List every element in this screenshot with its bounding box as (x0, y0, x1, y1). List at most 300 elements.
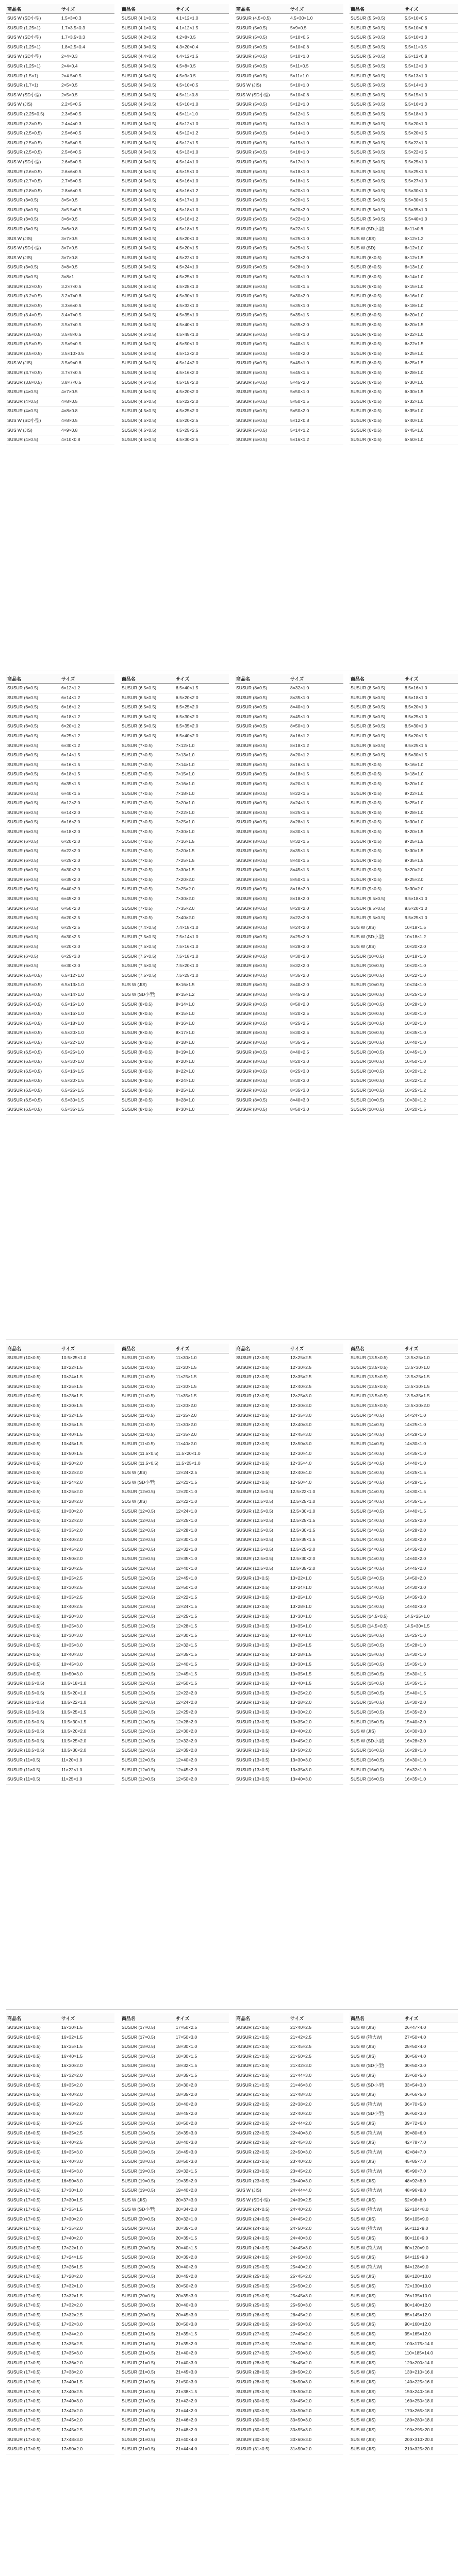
product-name-cell: SUSUR (20×0.5) (121, 2253, 175, 2263)
table-row (350, 942, 458, 952)
product-name-cell: SUSUR (18×0.5) (121, 2061, 175, 2071)
table-row (6, 923, 114, 933)
table-row (6, 1621, 114, 1631)
table-row (6, 2176, 114, 2186)
size-cell: 24×50×2.0 (289, 2224, 343, 2234)
table-row (235, 1449, 343, 1459)
header-product-name: 商品名 (235, 674, 289, 684)
table-row (6, 961, 114, 971)
size-cell: 12×25×2.5 (289, 1353, 343, 1363)
size-cell: 6.5×30×1.5 (60, 1095, 114, 1105)
table-row (6, 2406, 114, 2416)
table-row (235, 205, 343, 215)
catalog-page (6, 1344, 458, 2005)
size-cell: 15×40×2.0 (404, 1717, 458, 1727)
product-name-cell: SUSUR (2.7×0.5) (6, 177, 60, 187)
size-cell: 8×35×3.0 (289, 1086, 343, 1095)
size-cell: 16×32×2.0 (60, 2071, 114, 2080)
table-row (121, 205, 229, 215)
size-cell: 16×50×3.0 (60, 2176, 114, 2186)
size-cell: 9×20×2.0 (404, 866, 458, 875)
table-row (121, 138, 229, 148)
product-name-cell: SUSUR (4.5×0.5) (121, 311, 175, 320)
size-cell: 4.5×35×1.0 (175, 311, 229, 320)
product-name-cell: SUSUR (10×0.5) (6, 1545, 60, 1554)
table-row (350, 722, 458, 732)
size-cell: 12.5×25×1.0 (289, 1497, 343, 1506)
product-name-cell: SUSUR (4.5×0.5) (121, 148, 175, 158)
product-name-cell: SUSUR (8×0.5) (235, 770, 289, 779)
product-name-cell: SUSUR (13×0.5) (235, 1727, 289, 1737)
size-cell: 13×35×1.0 (289, 1621, 343, 1631)
product-name-cell: SUSUR (12×0.5) (121, 1727, 175, 1737)
product-name-cell: SUSUR (7.5×0.5) (121, 933, 175, 942)
product-name-cell: SUSUR (14×0.5) (350, 1497, 404, 1506)
size-cell: 5.5×15×1.0 (404, 90, 458, 100)
size-cell: 25×40×2.0 (289, 2262, 343, 2272)
catalog-page (6, 674, 458, 1335)
table-row (121, 1057, 229, 1067)
product-name-cell: SUS W (JIS) (350, 2214, 404, 2224)
size-cell: 12×21×1.5 (175, 1478, 229, 1487)
product-name-cell: SUSUR (6×0.5) (350, 349, 404, 359)
size-cell: 6×12×1.2 (60, 684, 114, 693)
table-row (235, 1526, 343, 1535)
table-row (350, 2166, 458, 2176)
size-cell: 42×84×7.0 (404, 2147, 458, 2157)
table-row (121, 760, 229, 770)
size-cell: 11×25×1.5 (175, 1372, 229, 1382)
product-name-cell: SUS W (JIS) (350, 2282, 404, 2292)
table-row (350, 2052, 458, 2061)
product-name-cell: SUSUR (4.5×0.5) (121, 435, 175, 445)
size-cell: 6.5×20×1.5 (60, 1076, 114, 1086)
product-name-cell: SUSUR (2.8×0.5) (6, 186, 60, 196)
product-name-cell: SUSUR (5×0.5) (235, 368, 289, 378)
product-name-cell: SUSUR (5×0.5) (235, 426, 289, 435)
header-product-name: 商品名 (121, 1344, 175, 1353)
size-cell: 8×30×3.0 (289, 1076, 343, 1086)
table-row (6, 1698, 114, 1708)
size-cell: 11×22×1.0 (60, 1765, 114, 1775)
table-row (235, 961, 343, 971)
product-name-cell: SUSUR (9×0.5) (350, 779, 404, 789)
size-cell: 5×14×1.2 (289, 426, 343, 435)
table-row (121, 779, 229, 789)
product-name-cell: SUSUR (12×0.5) (121, 1573, 175, 1583)
product-name-cell: SUSUR (7×0.5) (121, 779, 175, 789)
table-row (350, 1019, 458, 1028)
product-name-cell: SUSUR (18×0.5) (121, 2157, 175, 2167)
size-cell: 17×50×2.0 (60, 2445, 114, 2454)
size-cell: 6.5×30×1.0 (60, 1057, 114, 1067)
product-name-cell: SUSUR (16×0.5) (6, 2090, 60, 2100)
table-row (121, 770, 229, 779)
size-cell: 16×50×2.0 (60, 2109, 114, 2119)
size-cell: 12×35×4.0 (289, 1459, 343, 1468)
product-name-cell: SUSUR (5×0.5) (235, 225, 289, 234)
product-name-cell: SUSUR (15×0.5) (350, 1679, 404, 1689)
size-cell: 5.5×25×1.0 (404, 157, 458, 167)
product-name-cell: SUSUR (5.5×0.5) (350, 42, 404, 52)
product-name-cell: SUSUR (5×0.5) (235, 292, 289, 301)
table-row (235, 301, 343, 311)
size-cell: 8×35×2.0 (289, 971, 343, 980)
size-cell: 16×40×3.0 (60, 2157, 114, 2167)
product-name-cell: SUSUR (17×0.5) (121, 2023, 175, 2033)
product-name-cell: SUSUR (17×0.5) (6, 2186, 60, 2196)
product-name-cell: SUSUR (12.5×0.5) (235, 1564, 289, 1574)
size-cell: 15×30×2.0 (404, 1698, 458, 1708)
product-name-cell: SUSUR (10×0.5) (6, 1478, 60, 1487)
size-cell: 21×50×2.5 (289, 2052, 343, 2061)
product-name-cell: SUSUR (4×0.5) (6, 435, 60, 445)
size-cell: 8×30×2.0 (289, 952, 343, 961)
product-table (121, 2013, 229, 2454)
product-name-cell: SUSUR (13×0.5) (235, 1592, 289, 1602)
size-cell: 23×40×3.0 (289, 2176, 343, 2186)
size-cell: 13×28×1.0 (289, 1602, 343, 1612)
table-row (235, 90, 343, 100)
size-cell: 9×20×1.5 (404, 827, 458, 837)
table-row (121, 234, 229, 244)
product-name-cell: SUSUR (18×0.5) (121, 2147, 175, 2157)
size-cell: 23×40×2.0 (289, 2157, 343, 2167)
product-name-cell: SUSUR (8×0.5) (235, 961, 289, 971)
product-name-cell: SUSUR (10×0.5) (6, 1573, 60, 1583)
table-row (6, 2425, 114, 2435)
product-name-cell: SUSUR (25×0.5) (235, 2301, 289, 2311)
size-cell: 13×30×2.0 (289, 1707, 343, 1717)
product-name-cell: SUSUR (10×0.5) (6, 1535, 60, 1545)
product-name-cell: SUSUR (21×0.5) (121, 2406, 175, 2416)
product-name-cell: SUSUR (13×0.5) (235, 1775, 289, 1785)
table-row (350, 1640, 458, 1650)
table-row (235, 2387, 343, 2397)
table-row (6, 1775, 114, 1785)
product-name-cell: SUSUR (25×0.5) (235, 2272, 289, 2282)
table-row (235, 42, 343, 52)
product-name-cell: SUSUR (4.5×0.5) (121, 330, 175, 340)
product-name-cell: SUS W (JIS) (350, 2234, 404, 2244)
table-row (121, 2368, 229, 2378)
table-row (6, 2119, 114, 2128)
size-cell: 3.5×9×0.8 (60, 359, 114, 368)
size-cell: 8×25×1.0 (175, 1086, 229, 1095)
table-row (350, 2243, 458, 2253)
table-row (121, 846, 229, 856)
table-row (235, 2330, 343, 2340)
product-name-cell: SUSUR (8×0.5) (235, 703, 289, 713)
product-name-cell: SUSUR (9.5×0.5) (350, 894, 404, 904)
product-name-cell: SUSUR (8.5×0.5) (350, 684, 404, 693)
product-name-cell: SUSUR (6×0.5) (350, 330, 404, 340)
product-name-cell: SUSUR (8×0.5) (235, 1086, 289, 1095)
product-name-cell: SUSUR (6×0.5) (6, 885, 60, 894)
size-cell: 5×30×1.0 (289, 273, 343, 282)
size-cell: 6.5×16×1.0 (60, 1009, 114, 1019)
table-row (235, 1736, 343, 1746)
product-name-cell: SUSUR (5×0.5) (235, 311, 289, 320)
product-name-cell: SUS W (特大W) (350, 2099, 404, 2109)
table-row (235, 2320, 343, 2330)
table-row (235, 2224, 343, 2234)
size-cell: 6.5×22×1.0 (60, 1038, 114, 1047)
product-name-cell: SUSUR (19×0.5) (121, 2186, 175, 2196)
size-cell: 14×40×2.0 (404, 1554, 458, 1564)
product-name-cell: SUS W (特大W) (350, 2243, 404, 2253)
table-row (350, 1459, 458, 1468)
table-row (121, 1573, 229, 1583)
table-row (235, 215, 343, 225)
table-row (121, 1545, 229, 1554)
product-name-cell: SUSUR (10×0.5) (6, 1592, 60, 1602)
product-name-cell: SUSUR (6×0.5) (6, 789, 60, 799)
table-row (6, 1105, 114, 1115)
product-name-cell: SUSUR (18×0.5) (121, 2138, 175, 2148)
size-cell: 10×25×3.0 (60, 1621, 114, 1631)
table-row (235, 837, 343, 846)
size-cell: 6×22×1.5 (404, 340, 458, 349)
size-cell: 8.5×20×1.5 (404, 731, 458, 741)
table-row (235, 2243, 343, 2253)
table-row (350, 1669, 458, 1679)
product-name-cell: SUS W (特大W) (350, 2186, 404, 2196)
size-cell: 13×40×2.0 (289, 1727, 343, 1737)
product-name-cell: SUSUR (4.5×0.5) (121, 167, 175, 177)
size-cell: 6×25×1.2 (60, 731, 114, 741)
table-row (6, 799, 114, 808)
product-name-cell: SUSUR (12×0.5) (235, 1401, 289, 1411)
size-cell: 17×32×1.5 (60, 2291, 114, 2301)
table-row (235, 1669, 343, 1679)
table-row (235, 2234, 343, 2244)
table-row (121, 2397, 229, 2406)
size-cell: 6×12×1.0 (404, 244, 458, 253)
table-row (235, 253, 343, 263)
product-name-cell: SUSUR (5×0.5) (235, 387, 289, 397)
product-name-cell: SUSUR (20×0.5) (121, 2310, 175, 2320)
table-row (6, 426, 114, 435)
table-row (235, 703, 343, 713)
table-row (121, 1439, 229, 1449)
product-name-cell: SUSUR (10×0.5) (350, 990, 404, 1000)
size-cell: 8×20×1.0 (175, 1057, 229, 1067)
table-row (121, 2157, 229, 2167)
product-name-cell: SUSUR (21×0.5) (235, 2071, 289, 2080)
size-cell: 8×24×2.0 (289, 923, 343, 933)
product-name-cell: SUSUR (10×0.5) (6, 1363, 60, 1372)
size-cell: 26×47×4.0 (404, 2023, 458, 2033)
size-cell: 18×50×2.0 (175, 2119, 229, 2128)
table-row (350, 2253, 458, 2263)
product-name-cell: SUSUR (4×0.5) (6, 387, 60, 397)
size-cell: 8×15×1.2 (175, 990, 229, 1000)
product-name-cell: SUSUR (8×0.5) (235, 779, 289, 789)
size-cell: 2.6×6×0.5 (60, 167, 114, 177)
size-cell: 14×25×1.0 (404, 1420, 458, 1430)
product-name-cell: SUSUR (12×0.5) (235, 1372, 289, 1382)
product-name-cell: SUSUR (8×0.5) (235, 789, 289, 799)
size-cell: 4.5×22×1.0 (175, 253, 229, 263)
table-row (121, 1621, 229, 1631)
product-name-cell: SUSUR (8×0.5) (235, 904, 289, 913)
size-cell: 10×22×1.5 (60, 1363, 114, 1372)
product-name-cell: SUSUR (20×0.5) (121, 2282, 175, 2292)
product-table (350, 2013, 458, 2454)
product-name-cell: SUS W (JIS) (350, 2090, 404, 2100)
size-cell: 2.4×4×0.3 (60, 119, 114, 129)
table-row (350, 2119, 458, 2128)
table-row (6, 894, 114, 904)
size-cell: 5×30×1.5 (289, 282, 343, 292)
table-row (6, 416, 114, 426)
table-row (235, 14, 343, 24)
table-row (121, 1038, 229, 1047)
product-name-cell: SUSUR (6×0.5) (6, 856, 60, 866)
product-name-cell: SUSUR (8×0.5) (235, 712, 289, 722)
size-cell: 16×40×2.5 (60, 2138, 114, 2148)
product-name-cell: SUSUR (17×0.5) (6, 2339, 60, 2349)
size-cell: 17×40×3.0 (60, 2397, 114, 2406)
table-row (121, 2282, 229, 2292)
size-cell: 12×35×1.5 (175, 1650, 229, 1660)
size-cell: 6.5×14×1.0 (60, 990, 114, 1000)
table-row (235, 33, 343, 43)
product-name-cell: SUSUR (3.8×0.5) (6, 378, 60, 387)
size-cell: 5.5×30×1.5 (404, 196, 458, 206)
table-row (235, 416, 343, 426)
table-row (121, 119, 229, 129)
header-product-name: 商品名 (6, 2013, 60, 2023)
product-name-cell: SUSUR (14×0.5) (350, 1459, 404, 1468)
header-size: サイズ (175, 4, 229, 14)
table-row (350, 2397, 458, 2406)
product-name-cell: SUS W (JIS) (350, 2406, 404, 2416)
product-name-cell: SUSUR (20×0.5) (121, 2224, 175, 2234)
product-name-cell: SUSUR (3×0.5) (6, 205, 60, 215)
table-row (121, 1640, 229, 1650)
product-name-cell: SUSUR (3×0.5) (6, 215, 60, 225)
size-cell: 20×34×2.0 (175, 2205, 229, 2215)
size-cell: 24×44×4.0 (289, 2186, 343, 2196)
table-row (350, 1679, 458, 1689)
product-name-cell: SUSUR (15×0.5) (350, 1631, 404, 1641)
size-cell: 20×35×3.0 (175, 2291, 229, 2301)
table-row (121, 1028, 229, 1038)
size-cell: 6×22×1.0 (404, 330, 458, 340)
table-row (6, 71, 114, 81)
table-row (6, 808, 114, 818)
size-cell: 5×11×1.0 (289, 71, 343, 81)
size-cell: 3.2×7×0.8 (60, 292, 114, 301)
size-cell: 6×40×1.0 (404, 416, 458, 426)
product-name-cell: SUSUR (12×0.5) (235, 1459, 289, 1468)
product-name-cell: SUSUR (6×0.5) (350, 253, 404, 263)
table-row (350, 42, 458, 52)
size-cell: 12×30×1.5 (175, 1631, 229, 1641)
table-row (6, 1353, 114, 1363)
size-cell: 33×60×5.0 (404, 2071, 458, 2080)
header-size: サイズ (404, 674, 458, 684)
table-row (6, 2445, 114, 2454)
table-row (350, 799, 458, 808)
product-name-cell: SUS W (JIS) (350, 2042, 404, 2052)
table-row (235, 2128, 343, 2138)
table-row (350, 186, 458, 196)
header-size: サイズ (175, 1344, 229, 1353)
size-cell: 10.5×20×2.0 (60, 1727, 114, 1737)
product-name-cell: SUSUR (6.5×0.5) (6, 980, 60, 990)
size-cell: 17×45×2.5 (60, 2425, 114, 2435)
product-name-cell: SUS W (JIS) (350, 2397, 404, 2406)
product-name-cell: SUSUR (12×0.5) (235, 1449, 289, 1459)
product-name-cell: SUSUR (14×0.5) (350, 1411, 404, 1420)
size-cell: 22×50×3.0 (289, 2147, 343, 2157)
table-row (350, 1765, 458, 1775)
product-name-cell: SUSUR (12×0.5) (235, 1478, 289, 1487)
table-row (235, 2042, 343, 2052)
table-row (121, 2109, 229, 2119)
size-cell: 17×30×2.0 (60, 2214, 114, 2224)
size-cell: 7.5×18×1.0 (175, 952, 229, 961)
header-product-name: 商品名 (6, 4, 60, 14)
product-name-cell: SUSUR (30×0.5) (235, 2397, 289, 2406)
product-name-cell: SUSUR (3.4×0.5) (6, 311, 60, 320)
table-row (350, 273, 458, 282)
table-row (121, 1650, 229, 1660)
size-cell: 5×16×1.0 (289, 148, 343, 158)
table-row (6, 225, 114, 234)
table-row (235, 177, 343, 187)
size-cell: 12×50×2.0 (175, 1775, 229, 1785)
size-cell: 21×48×2.0 (175, 2425, 229, 2435)
table-row (350, 1775, 458, 1785)
table-row (350, 23, 458, 33)
size-cell: 6.5×16×1.5 (60, 1066, 114, 1076)
size-cell: 6×14×1.5 (60, 751, 114, 760)
size-cell: 6×35×1.0 (404, 406, 458, 416)
table-row (121, 2243, 229, 2253)
size-cell: 7×20×1.0 (175, 799, 229, 808)
product-name-cell: SUSUR (10×0.5) (6, 1401, 60, 1411)
size-cell: 6.5×20×2.0 (175, 693, 229, 703)
table-row (121, 894, 229, 904)
table-row (350, 999, 458, 1009)
table-row (121, 2262, 229, 2272)
product-name-cell: SUSUR (21×0.5) (121, 2377, 175, 2387)
size-cell: 8×45×1.0 (289, 712, 343, 722)
table-row (350, 205, 458, 215)
product-name-cell: SUSUR (10×0.5) (6, 1372, 60, 1382)
table-row (350, 1497, 458, 1506)
product-name-cell: SUSUR (5×0.5) (235, 320, 289, 330)
table-row (350, 301, 458, 311)
table-row (235, 846, 343, 856)
product-name-cell: SUSUR (6×0.5) (350, 406, 404, 416)
table-row (235, 1459, 343, 1468)
table-row (350, 244, 458, 253)
product-name-cell: SUSUR (12×0.5) (121, 1650, 175, 1660)
table-row (350, 837, 458, 846)
size-cell: 12×32×2.0 (175, 1736, 229, 1746)
table-row (121, 1372, 229, 1382)
size-cell: 26×45×2.0 (289, 2310, 343, 2320)
product-name-cell: SUSUR (8×0.5) (235, 913, 289, 923)
product-name-cell: SUSUR (5.5×0.5) (350, 157, 404, 167)
product-name-cell: SUSUR (12.5×0.5) (235, 1516, 289, 1526)
table-row (6, 818, 114, 827)
